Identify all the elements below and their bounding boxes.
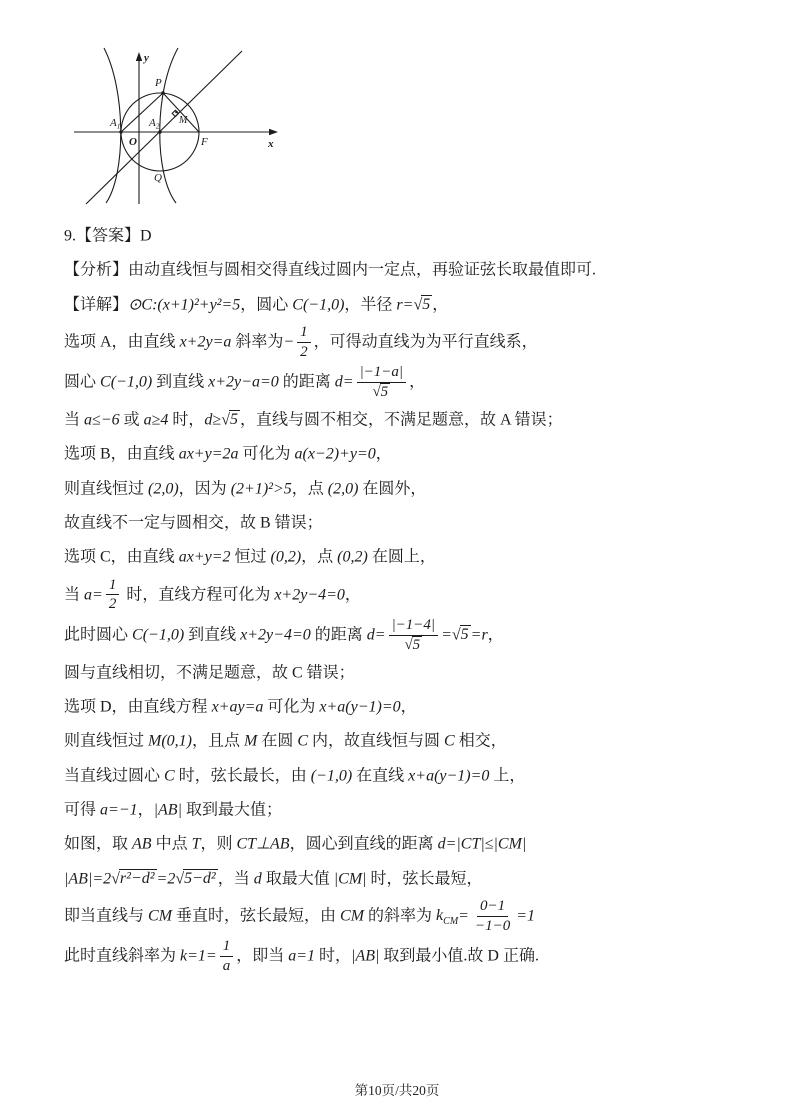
solution-line xyxy=(64,403,734,437)
math-segment: d= xyxy=(334,373,354,391)
fraction-denominator xyxy=(369,383,393,402)
text-segment: 垂直时，弦长最短，由 xyxy=(172,907,341,925)
text-segment: 此时圆心 xyxy=(64,626,133,644)
text-segment: 当 xyxy=(64,585,85,603)
text-segment: 时，直线方程可化为 xyxy=(122,585,275,603)
text-segment: 【分析】由动直线恒与圆相交得直线过圆内一定点，再验证弦长取最值即可. xyxy=(64,261,597,279)
math-segment: (0,2) xyxy=(337,548,368,566)
solution-line xyxy=(64,540,734,574)
math-segment: a≥4 xyxy=(143,411,169,429)
math-segment: C(−1,0) xyxy=(100,373,153,391)
math-segment: T xyxy=(191,835,201,853)
fraction-numerator: |−1−4| xyxy=(389,616,439,636)
text-segment: 恒过 xyxy=(230,548,271,566)
math-segment: =r xyxy=(470,626,488,644)
page-footer: 第10页/共20页 xyxy=(354,1083,440,1098)
point-a1 xyxy=(119,130,122,133)
text-segment: ，且点 xyxy=(192,732,245,750)
math-segment: M(0,1) xyxy=(148,732,192,750)
text-segment: 取到最大值； xyxy=(181,801,282,819)
radicand: r²−d² xyxy=(119,869,155,887)
math-segment: d≥ xyxy=(204,411,222,429)
text-segment: 故直线不一定与圆相交，故 B 错误； xyxy=(64,514,323,532)
label-o: O xyxy=(129,136,137,148)
solution-line xyxy=(64,322,734,363)
math-segment: (2+1)²>5 xyxy=(230,479,292,497)
solution-line xyxy=(64,724,734,758)
math-segment: x+a(y−1)=0 xyxy=(319,698,401,716)
math-segment: CM xyxy=(148,907,173,925)
fraction-numerator: 0−1 xyxy=(477,897,508,917)
point-m xyxy=(175,111,178,114)
math-segment: x+2y−4=0 xyxy=(274,585,345,603)
text-segment: 时，弦长最长，由 xyxy=(174,766,311,784)
label-f: F xyxy=(201,136,208,148)
radical-sign: √ xyxy=(175,869,184,887)
math-segment: (2,0) xyxy=(148,479,179,497)
text-segment: ，点 xyxy=(291,479,328,497)
sqrt-expression xyxy=(111,869,156,887)
subscript: CM xyxy=(443,916,459,928)
text-segment: 到直线 xyxy=(152,373,209,391)
radical-sign: √ xyxy=(372,384,380,401)
fraction xyxy=(389,616,439,655)
solution-line xyxy=(64,862,734,896)
radical-sign: √ xyxy=(404,636,412,653)
math-segment: − xyxy=(283,333,295,351)
text-segment: 的斜率为 xyxy=(364,907,437,925)
fraction xyxy=(297,323,311,362)
math-segment: C xyxy=(297,732,309,750)
math-segment: a≤−6 xyxy=(84,411,120,429)
text-segment: 在圆 xyxy=(257,732,298,750)
radicand: 5 xyxy=(229,411,238,429)
radicand: 5 xyxy=(380,384,389,401)
text-segment: ， xyxy=(344,585,361,603)
text-segment: 的距离 xyxy=(310,626,367,644)
math-segment: C(−1,0) xyxy=(292,295,345,313)
label-p: P xyxy=(155,77,162,89)
y-axis-arrow-icon xyxy=(136,52,142,61)
solution-line xyxy=(64,896,734,937)
sqrt-expression xyxy=(452,625,471,643)
solution-body xyxy=(64,219,734,977)
text-segment: 当直线过圆心 xyxy=(64,766,165,784)
subscripted-symbol: $k_{CM}$ xyxy=(436,907,459,928)
math-segment: d xyxy=(253,869,262,887)
text-segment: 当 xyxy=(64,411,85,429)
sqrt-expression xyxy=(221,410,240,428)
label-q: Q xyxy=(154,172,162,184)
radical-sign: √ xyxy=(111,869,119,887)
text-segment: 此时直线斜率为 xyxy=(64,947,181,965)
text-segment: 斜率为 xyxy=(231,333,284,351)
math-segment: ax+y=2 xyxy=(178,548,231,566)
geometry-diagram xyxy=(66,46,300,208)
x-axis-arrow-icon xyxy=(269,129,278,136)
fraction-numerator: 1 xyxy=(220,937,234,957)
label-a1: $A_1$ xyxy=(110,117,121,131)
math-segment: = xyxy=(458,907,469,925)
text-segment: 相交， xyxy=(454,732,507,750)
solution-line xyxy=(64,759,734,793)
math-segment: x+ay=a xyxy=(211,698,264,716)
solution-line xyxy=(64,793,734,827)
math-segment: |CM| xyxy=(333,869,367,887)
math-segment: k=1= xyxy=(180,947,217,965)
math-segment: a=1 xyxy=(288,947,316,965)
text-segment: ，可得动直线为为平行直线系， xyxy=(313,333,538,351)
label-y-axis: y xyxy=(144,52,149,64)
math-segment: CT⊥AB xyxy=(236,835,290,853)
solution-line xyxy=(64,219,734,253)
solution-line xyxy=(64,827,734,861)
fraction xyxy=(357,363,407,402)
solution-line xyxy=(64,575,734,616)
text-segment: ， xyxy=(487,626,504,644)
math-segment: |AB| xyxy=(351,947,380,965)
math-segment: x+2y−4=0 xyxy=(240,626,311,644)
radical-sign: √ xyxy=(413,295,422,313)
math-segment: a=−1 xyxy=(100,801,138,819)
text-segment: 则直线恒过 xyxy=(64,479,149,497)
text-segment: 选项 C，由直线 xyxy=(64,548,179,566)
text-segment: 时，弦长最短， xyxy=(366,869,483,887)
math-segment: =1 xyxy=(516,907,535,925)
point-p xyxy=(161,91,164,94)
fraction xyxy=(472,897,513,936)
solution-line xyxy=(64,253,734,287)
text-segment: ， xyxy=(409,373,426,391)
solution-line xyxy=(64,288,734,322)
text-segment: 则直线恒过 xyxy=(64,732,149,750)
math-segment: M xyxy=(244,732,258,750)
figure-container xyxy=(66,46,734,213)
fraction-denominator: −1−0 xyxy=(474,917,511,934)
text-segment: 选项 D，由直线方程 xyxy=(64,698,212,716)
text-segment: 中点 xyxy=(151,835,192,853)
solution-line xyxy=(64,472,734,506)
math-segment: ax+y=2a xyxy=(178,445,239,463)
text-segment: 圆与直线相切，不满足题意，故 C 错误； xyxy=(64,663,355,681)
text-segment: ，直线与圆不相交，不满足题意，故 A 错误； xyxy=(239,411,563,429)
text-segment: 在直线 xyxy=(352,766,409,784)
text-segment: ，点 xyxy=(301,548,338,566)
fraction-denominator: 2 xyxy=(108,596,117,613)
text-segment: 上， xyxy=(489,766,526,784)
math-segment: (2,0) xyxy=(327,479,359,497)
math-segment: r= xyxy=(396,295,414,313)
label-a2: $A_2$ xyxy=(149,117,160,131)
radicand: 5−d² xyxy=(184,869,216,887)
radical-sign: √ xyxy=(451,626,460,644)
math-segment: |AB| xyxy=(153,801,182,819)
fraction-denominator xyxy=(401,636,425,655)
text-segment: ，半径 xyxy=(344,295,397,313)
math-segment: |AB|=2 xyxy=(64,869,112,887)
solution-line xyxy=(64,437,734,471)
text-segment: 时， xyxy=(168,411,205,429)
text-segment: 内，故直线恒与圆 xyxy=(308,732,445,750)
math-segment: x+2y=a xyxy=(179,333,232,351)
text-segment: 如图，取 xyxy=(64,835,133,853)
fraction xyxy=(106,576,120,615)
text-segment: ，圆心到直线的距离 xyxy=(289,835,438,853)
fraction-numerator: |−1−a| xyxy=(357,363,407,383)
math-segment: CM xyxy=(340,907,365,925)
label-x-axis: x xyxy=(268,138,274,150)
fraction xyxy=(220,937,234,976)
text-segment: 选项 A，由直线 xyxy=(64,333,180,351)
radical-sign: √ xyxy=(221,411,229,429)
text-segment: 在圆外， xyxy=(358,479,427,497)
math-segment: a(x−2)+y=0 xyxy=(294,445,376,463)
solution-line xyxy=(64,690,734,724)
math-segment: =2 xyxy=(156,869,176,887)
math-segment: d=|CT|≤|CM| xyxy=(437,835,527,853)
math-segment: C(−1,0) xyxy=(132,626,185,644)
fraction-denominator: a xyxy=(222,958,231,975)
math-segment: (−1,0) xyxy=(310,766,353,784)
text-segment: 或 xyxy=(119,411,144,429)
solution-line xyxy=(64,362,734,403)
text-segment: 选项 B，由直线 xyxy=(64,445,179,463)
text-segment: 取最大值 xyxy=(261,869,334,887)
text-segment: ， xyxy=(137,801,154,819)
text-segment: 即当直线与 xyxy=(64,907,149,925)
solution-line xyxy=(64,506,734,540)
text-segment: 在圆上， xyxy=(367,548,436,566)
fraction-numerator: 1 xyxy=(106,576,120,596)
text-segment: 【详解】 xyxy=(64,295,129,313)
math-segment: ⊙C:(x+1)²+y²=5 xyxy=(128,295,241,313)
sqrt-expression xyxy=(175,869,217,887)
text-segment: ，圆心 xyxy=(240,295,293,313)
text-segment: 时， xyxy=(315,947,352,965)
text-segment: ，则 xyxy=(200,835,237,853)
text-segment: 可化为 xyxy=(238,445,295,463)
text-segment: 可化为 xyxy=(263,698,320,716)
text-segment: ， xyxy=(432,295,449,313)
label-m: M xyxy=(179,115,188,126)
radicand: 5 xyxy=(422,295,431,313)
math-segment: (0,2) xyxy=(270,548,302,566)
solution-line xyxy=(64,615,734,656)
radicand: 5 xyxy=(460,626,469,644)
text-segment: ， xyxy=(375,445,392,463)
hyperbola-right-branch xyxy=(160,48,178,203)
text-segment: ，因为 xyxy=(178,479,231,497)
math-segment: a= xyxy=(84,585,103,603)
text-segment: 9.【答案】D xyxy=(64,227,152,245)
solution-line xyxy=(64,936,734,977)
text-segment: 圆心 xyxy=(64,373,101,391)
text-segment: 可得 xyxy=(64,801,101,819)
point-a2 xyxy=(158,130,161,133)
text-segment: 取到最小值.故 D 正确. xyxy=(379,947,539,965)
text-segment: 的距离 xyxy=(278,373,335,391)
math-segment: C xyxy=(164,766,175,784)
math-segment: AB xyxy=(132,835,152,853)
fraction-denominator: 2 xyxy=(300,343,308,360)
math-segment: x+a(y−1)=0 xyxy=(408,766,490,784)
sqrt-expression xyxy=(413,295,432,313)
math-segment: C xyxy=(444,732,455,750)
math-segment: d= xyxy=(366,626,386,644)
text-segment: ，当 xyxy=(217,869,254,887)
math-segment: = xyxy=(441,626,452,644)
math-segment: x+2y−a=0 xyxy=(208,373,279,391)
text-segment: ，即当 xyxy=(236,947,289,965)
fraction-numerator: 1 xyxy=(297,323,311,343)
radicand: 5 xyxy=(412,636,421,653)
text-segment: ， xyxy=(400,698,417,716)
solution-line xyxy=(64,656,734,690)
text-segment: 到直线 xyxy=(184,626,241,644)
